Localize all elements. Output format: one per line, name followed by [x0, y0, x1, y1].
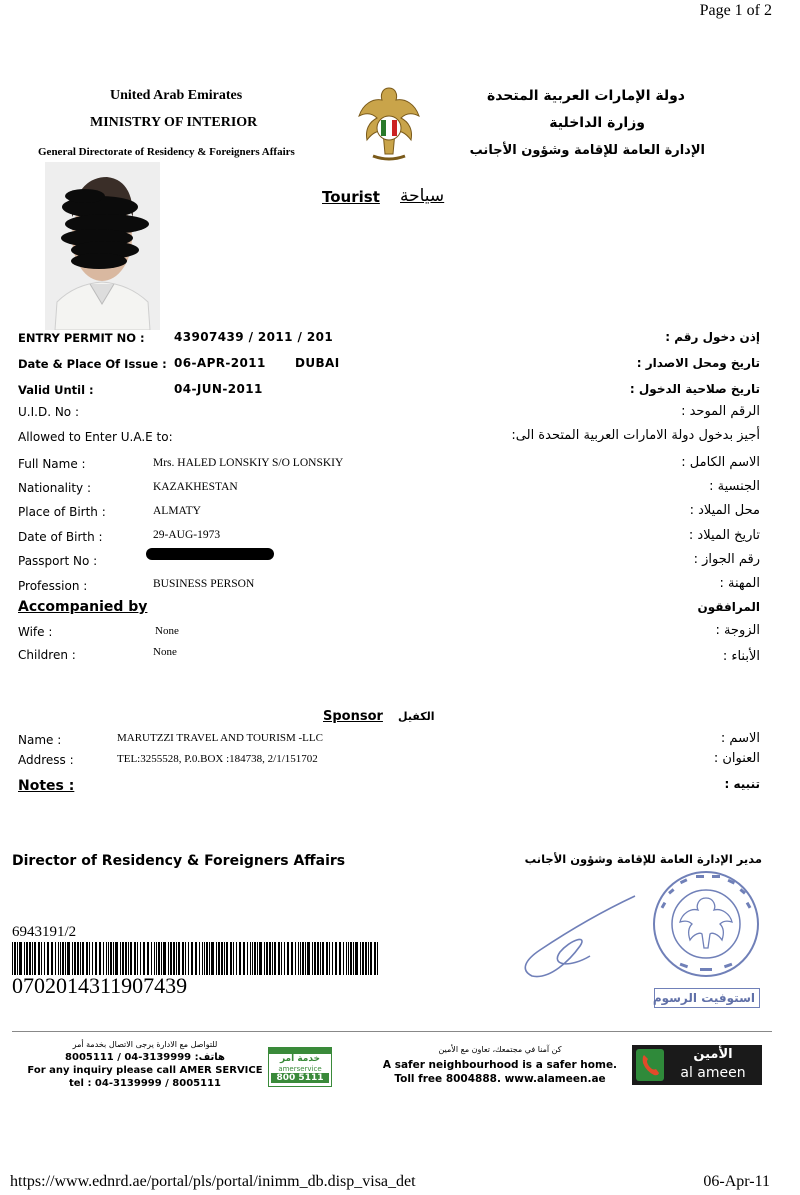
wife-value: None [155, 625, 179, 637]
valid-until-label: Valid Until : [18, 383, 94, 397]
sponsor-name-label: Name : [18, 733, 62, 747]
header-en-country: United Arab Emirates [110, 88, 243, 103]
amer-tel: tel : 04-3139999 / 8005111 [68, 1078, 222, 1089]
place-of-birth-ar: محل الميلاد : [689, 503, 760, 518]
allowed-ar: أجيز بدخول دولة الامارات العربية المتحدة الى: [511, 428, 760, 443]
children-value: None [153, 646, 177, 658]
accompanied-heading-ar: المرافقون [697, 600, 760, 614]
page-indicator: Page 1 of 2 [699, 2, 772, 19]
passport-redaction [146, 548, 274, 560]
children-ar: الأبناء : [722, 649, 760, 664]
sponsor-address-ar: العنوان : [713, 751, 760, 766]
notes-label: Notes : [18, 778, 75, 794]
issue-date: 06-APR-2011 [174, 356, 266, 370]
nationality-value: KAZAKHESTAN [153, 481, 238, 493]
page-url: https://www.ednrd.ae/portal/pls/portal/inimm_db.disp_visa_det [10, 1173, 416, 1190]
amer-badge-num: 800 5111 [271, 1073, 329, 1083]
header-en-ministry: MINISTRY OF INTERIOR [90, 115, 258, 130]
director-signature [510, 890, 660, 990]
barcode-top-number: 6943191/2 [12, 924, 77, 940]
valid-until-ar: تاريخ صلاحية الدخول : [629, 382, 760, 396]
date-of-birth-ar: تاريخ الميلاد : [688, 528, 760, 543]
date-of-birth-value: 29-AUG-1973 [153, 529, 221, 541]
applicant-photo [45, 162, 160, 330]
place-of-birth-value: ALMATY [153, 505, 201, 517]
footer-divider [12, 1031, 772, 1032]
wife-ar: الزوجة : [715, 623, 760, 638]
allowed-label: Allowed to Enter U.A.E to: [18, 430, 173, 444]
issue-label: Date & Place Of Issue : [18, 357, 167, 371]
amer-badge-ar: خدمة أمر [279, 1054, 321, 1064]
phone-icon [636, 1049, 664, 1081]
amer-phone: 8005111 / 04-3139999 :هاتف [65, 1052, 225, 1063]
full-name-value: Mrs. HALED LONSKIY S/O LONSKIY [153, 457, 344, 469]
entry-permit-ar: إذن دخول رقم : [665, 330, 760, 344]
children-label: Children : [18, 648, 76, 662]
fee-paid-stamp: استوفيت الرسوم [654, 988, 760, 1008]
nationality-label: Nationality : [18, 481, 92, 495]
issue-ar: تاريخ ومحل الاصدار : [636, 356, 760, 370]
amer-info-ar: للتواصل مع الادارة يرجى الاتصال بخدمة أمر [72, 1040, 218, 1049]
barcode-bottom-number: 0702014311907439 [12, 973, 188, 998]
valid-until-value: 04-JUN-2011 [174, 382, 263, 396]
barcode [12, 942, 380, 975]
alameen-logo [632, 1045, 762, 1085]
passport-label: Passport No : [18, 554, 98, 568]
visa-type-en: Tourist [322, 188, 380, 206]
full-name-ar: الاسم الكامل : [681, 455, 760, 470]
entry-permit-value: 43907439 / 2011 / 201 [174, 330, 334, 344]
issue-place: DUBAI [295, 356, 340, 370]
profession-value: BUSINESS PERSON [153, 578, 255, 590]
director-title-ar: مدير الإدارة العامة للإقامة وشؤون الأجانب [524, 852, 762, 866]
alameen-tollfree: Toll free 8004888. www.alameen.ae [394, 1073, 606, 1085]
notes-ar: تنبيه : [724, 777, 760, 791]
sponsor-address-value: TEL:3255528, P.0.BOX :184738, 2/1/151702 [117, 753, 318, 765]
uid-ar: الرقم الموحد : [681, 404, 760, 419]
sponsor-heading: Sponsor [323, 709, 383, 724]
header-ar-directorate: الإدارة العامة للإقامة وشؤون الأجانب [469, 143, 705, 158]
uid-label: U.I.D. No : [18, 405, 79, 419]
visa-type-ar: سياحة [400, 186, 445, 206]
date-of-birth-label: Date of Birth : [18, 530, 103, 544]
nationality-ar: الجنسية : [709, 479, 760, 494]
sponsor-name-ar: الاسم : [720, 731, 760, 746]
uae-emblem-icon [355, 82, 423, 164]
profession-label: Profession : [18, 579, 88, 593]
alameen-info-ar: كن آمنا في مجتمعك، تعاون مع الأمين [438, 1045, 562, 1054]
amer-inquiry: For any inquiry please call AMER SERVICE [27, 1065, 263, 1076]
passport-ar: رقم الجواز : [693, 552, 760, 567]
wife-label: Wife : [18, 625, 53, 639]
place-of-birth-label: Place of Birth : [18, 505, 106, 519]
header-ar-ministry: وزارة الداخلية [549, 115, 645, 131]
sponsor-address-label: Address : [18, 753, 74, 767]
header-ar-country: دولة الإمارات العربية المتحدة [486, 88, 685, 104]
accompanied-heading: Accompanied by [18, 599, 148, 615]
sponsor-name-value: MARUTZZI TRAVEL AND TOURISM -LLC [117, 732, 323, 744]
alameen-slogan: A safer neighbourhood is a safer home. [382, 1059, 618, 1071]
entry-permit-label: ENTRY PERMIT NO : [18, 331, 145, 345]
director-title-en: Director of Residency & Foreigners Affairs [12, 853, 346, 869]
sponsor-heading-ar: الكفيل [398, 710, 435, 723]
alameen-logo-ar: الأمين [693, 1047, 733, 1062]
profession-ar: المهنة : [719, 576, 760, 591]
amer-badge-en: amerservice [278, 1065, 322, 1073]
official-stamp-icon [650, 868, 762, 980]
header-en-directorate: General Directorate of Residency & Foreigners Affairs [38, 146, 295, 158]
alameen-logo-en: al ameen [680, 1065, 746, 1081]
page-date: 06-Apr-11 [703, 1173, 770, 1190]
amer-service-logo [268, 1047, 332, 1087]
full-name-label: Full Name : [18, 457, 86, 471]
